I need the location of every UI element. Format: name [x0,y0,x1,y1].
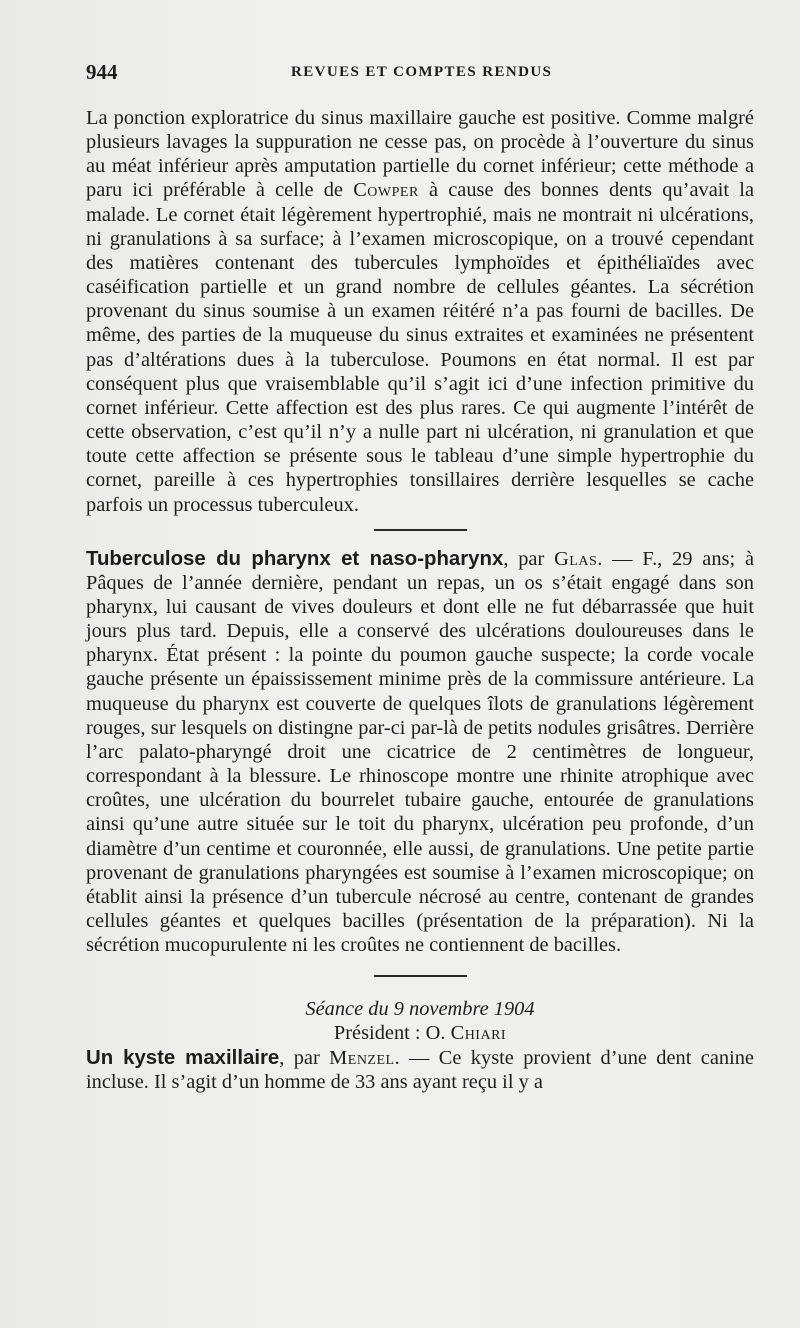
article-1-text-end: à cause des bonnes dents qu’avait la malade. Le cornet était légèrement hypertrophié, mais ne montrait ni ulcérations, ni granulations à sa surface; à l’examen microscopique, on a trouvé cependant des matières contenant des tubercules lymphoïdes et épithéliaïdes avec caséification partielle et un grand nombre de cellules géantes. La sécrétion provenant du sinus soumise à un examen réitéré n’a pas fourni de bacilles. De même, des parties de la muqueuse du sinus extraites et examinées ne présentent pas d’altérations dues à la tuberculose. Poumons en état normal. Il est par conséquent plus que vraisemblable qu’il s’agit ici d’une infection primitive du cornet inférieur. Cette affection est des plus rares. Ce qui augmente l’intérêt de cette observation, c’est qu’il n’y a nulle part ni ulcération, ni granulation et que toute cette affection se présente sous le tableau d’une simple hypertrophie du cornet, pareille à ces hypertrophies tonsillaires derrière lesquelles se cache parfois un processus tuberculeux. [86,179,754,516]
article-1-paragraph [86,106,754,517]
president-label: Président : O. [333,1022,451,1045]
page-header [86,60,740,88]
article-3-author: Menzel [329,1046,395,1069]
article-3-text: . — Ce kyste provient d’une dent canine incluse. Il s’agit d’un homme de 33 ans ayant reçu il y a [86,1046,754,1093]
article-3-title: Un kyste maxillaire [86,1046,280,1069]
article-1-text-start: La ponction exploratrice du sinus maxillaire gauche est positive. Comme malgré plusieurs lavages la suppuration ne cesse pas, on procède à l’ouverture du sinus au méat inférieur après amputation partielle du cornet inférieur; cette méthode a paru ici préférable à celle de [86,107,754,202]
article-2-author-prefix: , par [503,547,555,570]
page-number: 944 [86,60,118,84]
session-president [86,1021,754,1045]
article-2-author: Glas [554,547,598,570]
section-divider [374,975,467,977]
page-body [86,106,754,1094]
article-2-paragraph [86,547,754,958]
section-divider [374,529,467,531]
article-2-title: Tuberculose du pharynx et naso-pharynx [86,547,504,570]
article-3-paragraph [86,1046,754,1094]
article-3-author-prefix: , par [279,1046,330,1069]
session-heading: Séance du 9 novembre 1904 [305,998,535,1021]
running-head: REVUES ET COMPTES RENDUS [291,64,553,80]
president-name: Chiari [450,1022,507,1045]
article-2-text: . — F., 29 ans; à Pâques de l’année dernière, pendant un repas, un os s’était engagé dans son pharynx, lui causant de vives douleurs et dont elle ne fut débarrassée que huit jours plus tard. Depuis, elle a conservé des ulcérations douloureuses dans le pharynx. État présent : la pointe du poumon gauche suspecte; la corde vocale gauche présente un épaississement minime près de la commissure antérieure. La muqueuse du pharynx est couverte de quelques îlots de granulations légèrement rouges, sur lesquels on distingne par-ci par-là de petits nodules grisâtres. Derrière l’arc palato-pharyngé droit une cicatrice de 2 centimètres de longueur, correspondant à la blessure. Le rhinoscope montre une rhinite atrophique avec croûtes, une ulcération du bourrelet tubaire gauche, entourée de granulations ainsi qu’une autre située sur le toit du pharynx, ulcération peu profonde, d’un diamètre d’un centime et couronnée, elle aussi, de granulations. Une petite partie provenant de granulations pharyngées est soumise à l’examen microscopique; on établit ainsi la présence d’un tubercule nécrosé au centre, contenant de grandes cellules géantes et quelques bacilles (présentation de la préparation). Ni la sécrétion mucopurulente ni les croûtes ne contiennent de bacilles. [86,547,754,957]
article-1-cited-name: Cowper [353,179,419,202]
